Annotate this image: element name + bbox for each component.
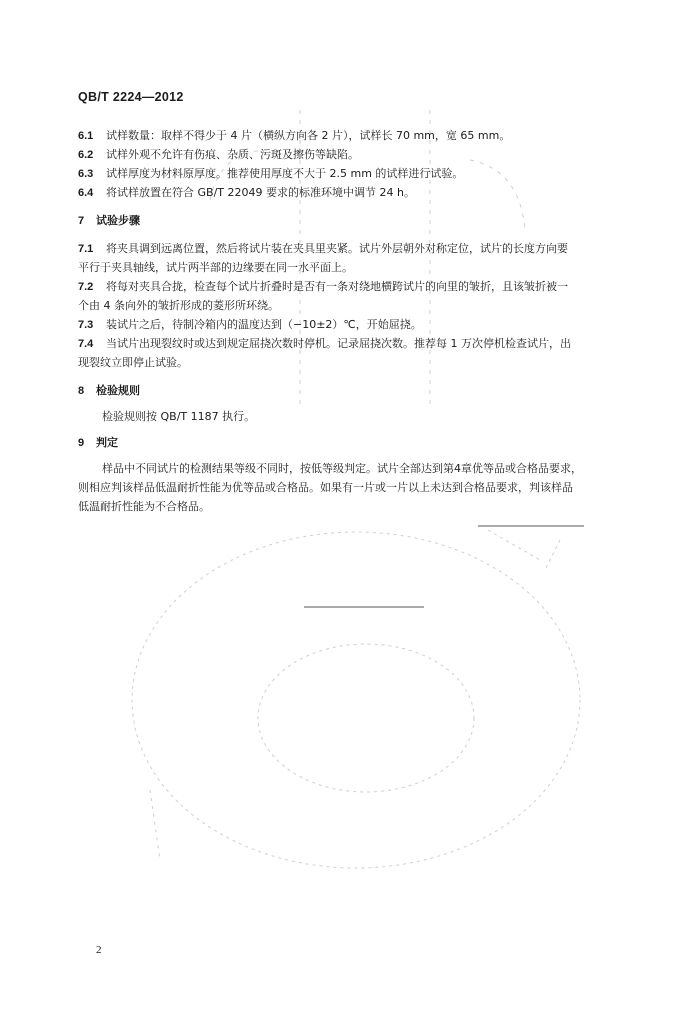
clause-6-4 (78, 183, 644, 202)
section-number: 7 (78, 215, 85, 227)
clause-number: 6.3 (78, 168, 94, 180)
section-9-line-3 (78, 497, 644, 516)
clause-6-2 (78, 145, 644, 164)
clause-7-2 (78, 277, 644, 296)
clause-number: 7.3 (78, 319, 94, 331)
clause-text: 现裂纹立即停止试验。 (78, 356, 188, 369)
clause-number: 7.1 (78, 243, 94, 255)
clause-7-1-cont (78, 258, 644, 277)
clause-text: 试样厚度为材料原厚度。推荐使用厚度不大于 2.5 mm 的试样进行试验。 (106, 167, 464, 180)
clause-text: 装试片之后，待制冷箱内的温度达到（−10±2）℃，开始屈挠。 (106, 318, 422, 331)
section-number: 8 (78, 385, 85, 397)
clause-7-4-cont (78, 353, 644, 372)
clause-number: 7.4 (78, 338, 94, 350)
section-8-text (78, 407, 644, 426)
document-body (78, 126, 644, 516)
paragraph-text: 检验规则按 QB/T 1187 执行。 (102, 410, 256, 423)
section-title: 检验规则 (96, 384, 140, 397)
paragraph-text: 则相应判该样品低温耐折性能为优等品或合格品。如果有一片或一片以上未达到合格品要求，判该样品 (78, 481, 573, 494)
clause-number: 7.2 (78, 281, 94, 293)
section-9-line-1 (78, 459, 644, 478)
clause-text: 将试样放置在符合 GB/T 22049 要求的标准环境中调节 24 h。 (106, 186, 415, 199)
clause-7-2-cont (78, 296, 644, 315)
clause-number: 6.1 (78, 130, 94, 142)
section-8-heading (78, 381, 644, 400)
clause-6-3 (78, 164, 644, 183)
clause-7-4 (78, 334, 644, 353)
section-title: 试验步骤 (96, 214, 140, 227)
clause-text: 试样数量：取样不得少于 4 片（横纵方向各 2 片），试样长 70 mm，宽 65 mm。 (106, 129, 511, 142)
section-7-heading (78, 211, 644, 230)
clause-text: 将每对夹具合拢，检查每个试片折叠时是否有一条对绕地横跨试片的向里的皱折，且该皱折被一 (106, 280, 568, 293)
section-title: 判定 (96, 436, 118, 449)
clause-6-1 (78, 126, 644, 145)
paragraph-text: 样品中不同试片的检测结果等级不同时，按低等级判定。试片全部达到第4章优等品或合格品要求， (102, 462, 582, 475)
clause-7-3 (78, 315, 644, 334)
section-number: 9 (78, 437, 85, 449)
clause-number: 6.2 (78, 149, 94, 161)
clause-text: 当试片出现裂纹时或达到规定屈挠次数时停机。记录屈挠次数。推荐每 1 万次停机检查试片，出 (106, 337, 571, 350)
section-9-line-2 (78, 478, 644, 497)
standard-code-header: QB/T 2224—2012 (78, 90, 184, 104)
clause-text: 平行于夹具轴线，试片两半部的边缘要在同一水平面上。 (78, 261, 353, 274)
paragraph-text: 低温耐折性能为不合格品。 (78, 500, 210, 513)
clause-7-1 (78, 239, 644, 258)
clause-number: 6.4 (78, 187, 94, 199)
clause-text: 试样外观不允许有伤痕、杂质、污斑及擦伤等缺陷。 (106, 148, 359, 161)
page-number: 2 (96, 944, 102, 956)
clause-text: 个由 4 条向外的皱折形成的菱形所环绕。 (78, 299, 279, 312)
clause-text: 将夹具调到远离位置，然后将试片装在夹具里夹紧。试片外层朝外对称定位，试片的长度方向要 (106, 242, 568, 255)
section-9-heading (78, 433, 644, 452)
